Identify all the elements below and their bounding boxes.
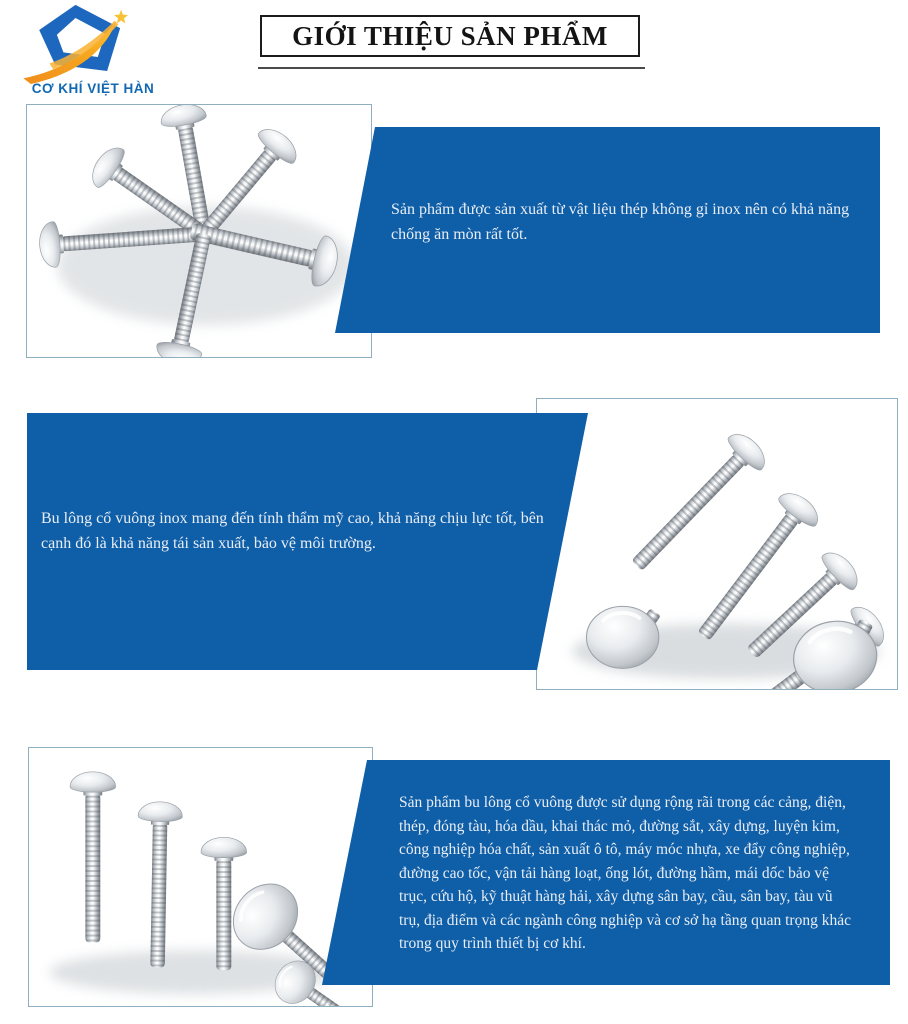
info-text-3: Sản phẩm bu lông cổ vuông được sử dụng rộng rãi trong các cảng, điện, thép, đóng tàu, hóa dầu, khai thác mỏ, đường sắt, xây dựng, luyện kim, công nghiệp hóa chất, sản xuất ô tô, máy móc nhựa, xe đẩy công nghiệp, đường cao tốc, vận tải hàng loạt, ống lót, đường hầm, mái dốc bảo vệ trục, cứu hộ, kỹ thuật hàng hải, xây dựng sân bay, cầu, sân bay, tàu vũ trụ, địa điểm và các ngành công nghiệp và cơ sở hạ tầng quan trọng khác trong quy trình thiết bị cơ khí. xyxy=(399,794,851,952)
carriage-bolts-standing-photo xyxy=(29,748,372,1006)
company-name: CƠ KHÍ VIỆT HÀN xyxy=(31,81,155,96)
page-title: GIỚI THIỆU SẢN PHẨM xyxy=(292,20,608,51)
info-text-1: Sản phẩm được sản xuất từ vật liệu thép không gỉ inox nên có khả năng chống ăn mòn rất tốt. xyxy=(391,201,850,243)
company-logo xyxy=(12,2,172,102)
product-photo-box-2 xyxy=(536,398,898,690)
product-photo-box-1 xyxy=(26,104,372,358)
company-logo-icon xyxy=(20,4,144,84)
title-box xyxy=(260,15,640,57)
title-underline xyxy=(258,67,645,69)
product-photo-box-3 xyxy=(28,747,373,1007)
info-text-2: Bu lông cổ vuông inox mang đến tính thẩm mỹ cao, khả năng chịu lực tốt, bên cạnh đó là khả năng tái sản xuất, bảo vệ môi trường. xyxy=(41,510,544,552)
carriage-bolts-star-photo xyxy=(27,105,371,357)
carriage-bolts-group-photo xyxy=(537,399,897,689)
